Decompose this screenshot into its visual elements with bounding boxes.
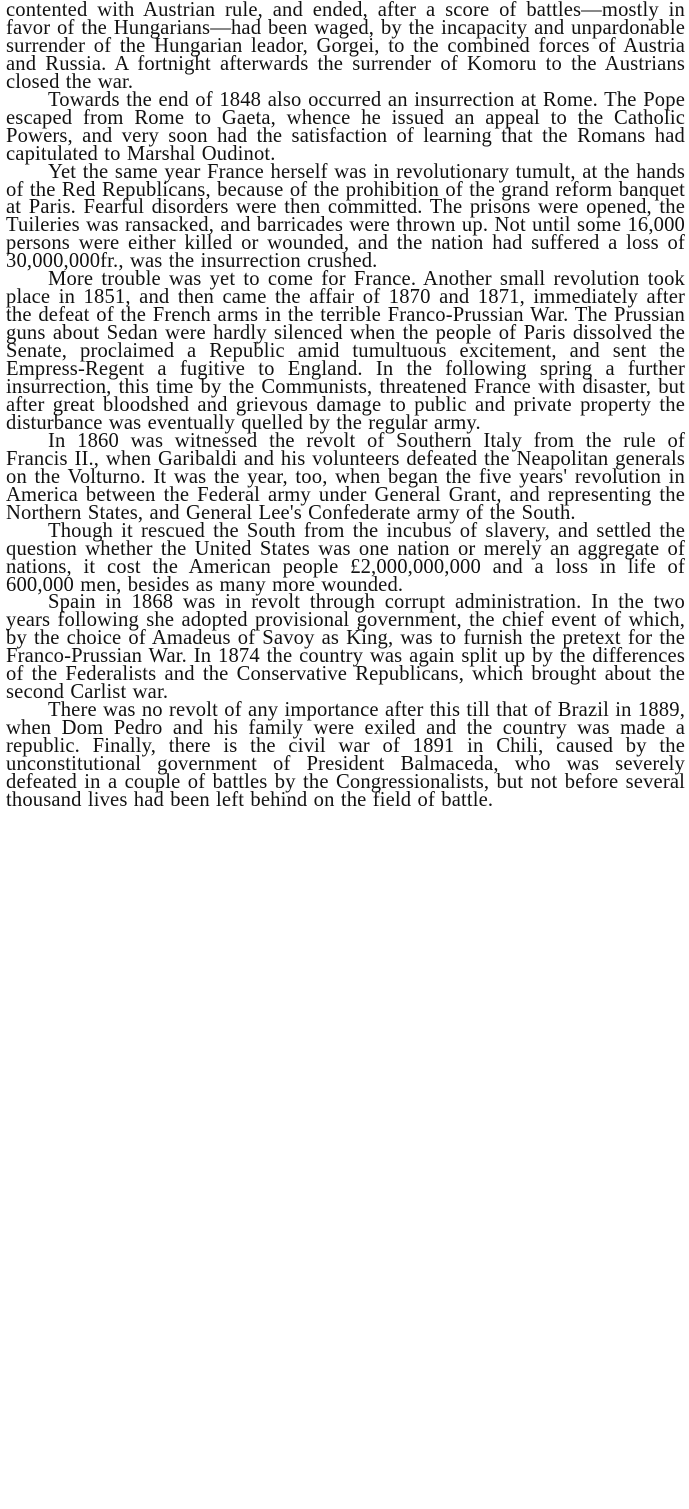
paragraph-rome-insurrection: Towards the end of 1848 also occurred an insurrection at Rome. The Pope escaped from Rome to Gaeta, whence he issued an appeal to the Catholic Powers, and very soon had the satisfaction of learning that the Romans had capitulated to Marshal Oudinot. <box>6 88 685 165</box>
paragraph-italy-america: In 1860 was witnessed the revolt of Southern Italy from the rule of Francis II., when Garibaldi and his volunteers defeated the Neapolitan generals on the Volturno. It was the year, too, when began the five years' revolution in America between the Federal army under General Grant, and representing the Northern States, and General Lee's Confederate army of the South. <box>6 429 685 524</box>
paragraph-hungarian-war: contented with Austrian rule, and ended, after a score of battles—mostly in favor of the Hungarians—had been waged, by the incapacity and unpardonable surrender of the Hungarian leador, Gorgei, to the combined forces of Austria and Russia. A fortnight afterwards the surrender of Komoru to the Austrians closed the war. <box>6 0 685 93</box>
paragraph-france-1848: Yet the same year France herself was in revolutionary tumult, at the hands of the Red Republicans, because of the prohibition of the grand reform banquet at Paris. Fearful disorders were then committed. The prisons were opened, the Tuileries was ransacked, and barricades were thrown up. Not until some 16,000 persons were either killed or wounded, and the nation had suffered a loss of 30,000,000fr., was the insurrection crushed. <box>6 160 685 273</box>
paragraph-spain: Spain in 1868 was in revolt through corrupt administration. In the two years following she adopted provisional government, the chief event of which, by the choice of Amadeus of Savoy as King, was to furnish the pretext for the Franco-Prussian War. In 1874 the country was again split up by the differences of the Federalists and the Conservative Republicans, which brought about the second Carlist war. <box>6 591 685 704</box>
paragraph-brazil-chili: There was no revolt of any importance after this till that of Brazil in 1889, when Dom Pedro and his family were exiled and the country was made a republic. Finally, there is the civil war of 1891 in Chili, caused by the unconstitutional government of President Balmaceda, who was severely defeated in a couple of battles by the Congressionalists, but not before several thousand lives had been left behind on the field of battle. <box>6 699 685 811</box>
paragraph-france-1870: More trouble was yet to come for France. Another small revolution took place in 1851, and then came the affair of 1870 and 1871, immediately after the defeat of the French arms in the terrible Franco-Prussian War. The Prussian guns about Sedan were hardly silenced when the people of Paris dissolved the Senate, proclaimed a Republic amid tumultuous excitement, and sent the Empress-Regent a fugitive to England. In the following spring a further insurrection, this time by the Communists, threatened France with disaster, but after great bloodshed and grievous damage to public and private property the disturbance was eventually quelled by the regular army. <box>6 268 685 434</box>
paragraph-slavery: Though it rescued the South from the incubus of slavery, and settled the question whether the United States was one nation or merely an aggregate of nations, it cost the American people £2,000,000,000 and a loss in life of 600,000 men, besides as many more wounded. <box>6 519 685 596</box>
